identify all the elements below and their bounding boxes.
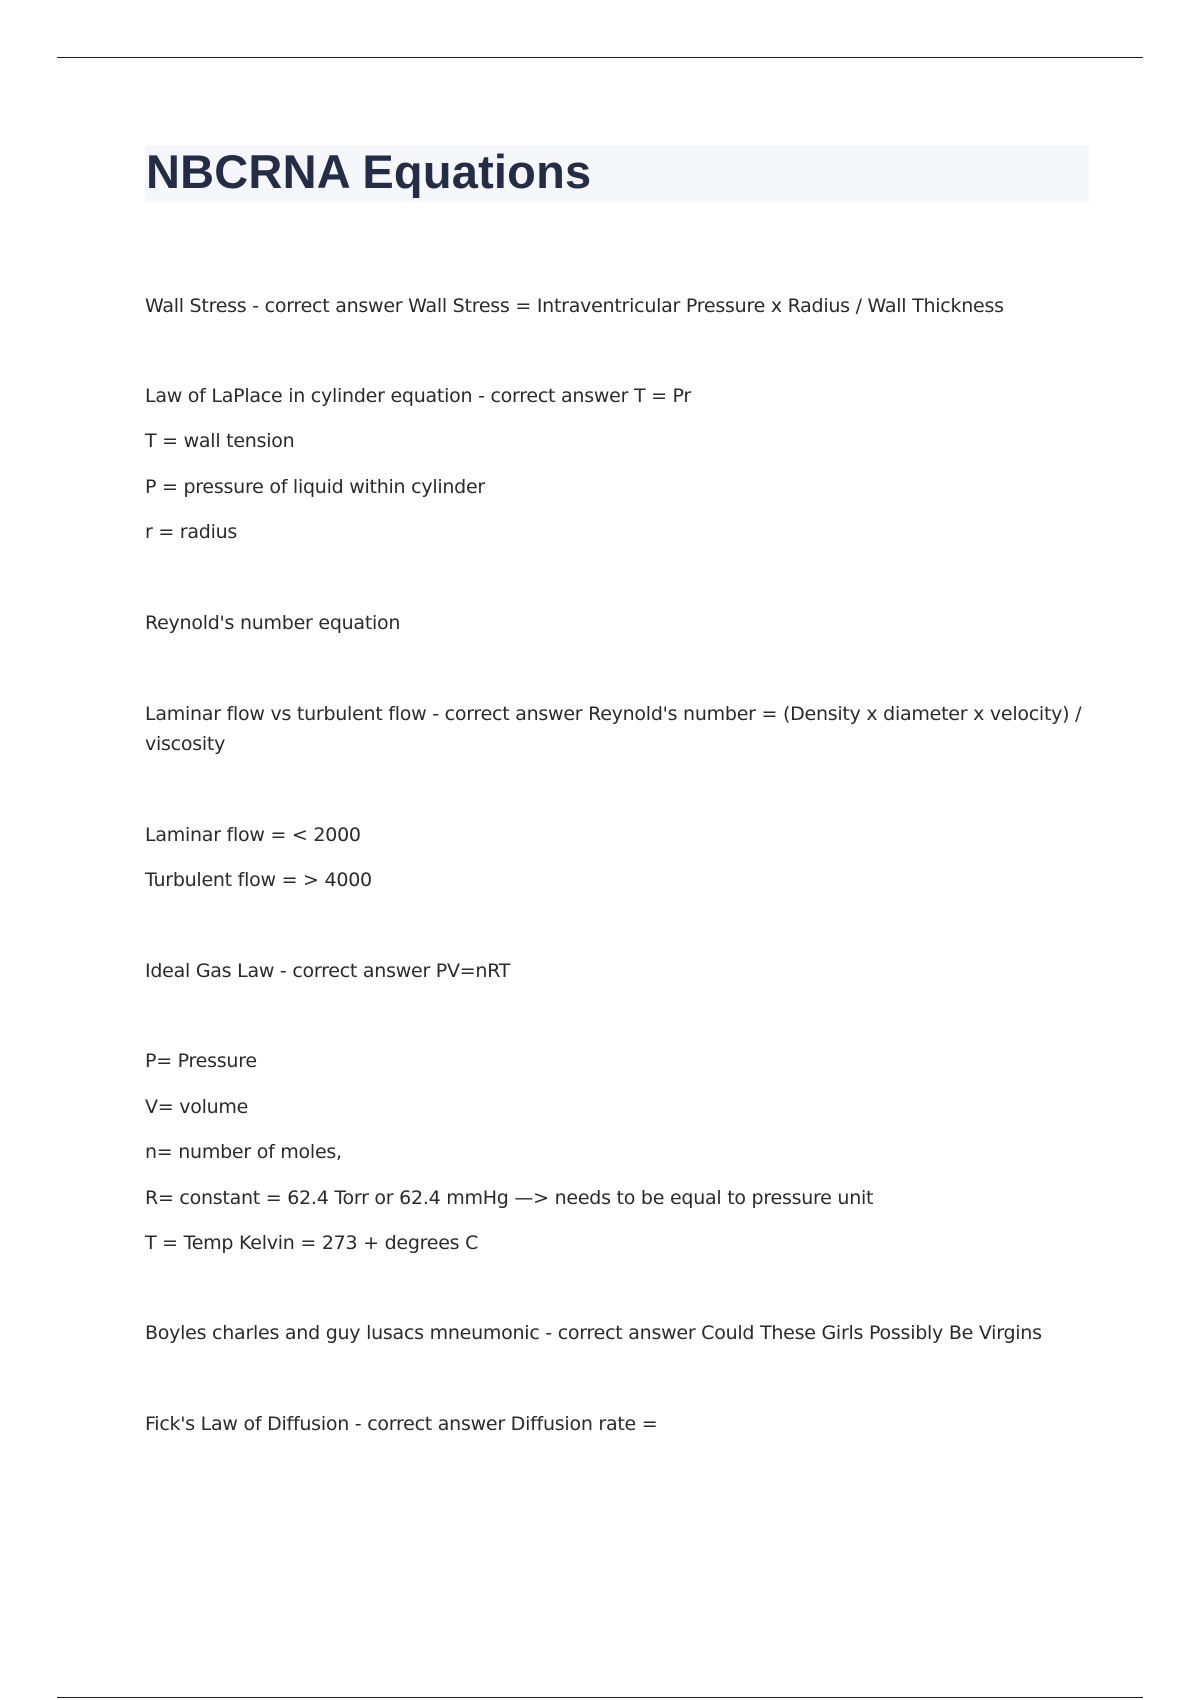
reynolds-heading: Reynold's number equation bbox=[145, 612, 401, 634]
wall-stress-line: Wall Stress - correct answer Wall Stress = Intraventricular Pressure x Radius / Wall Thickness bbox=[145, 295, 1004, 317]
laminar-flow-value: Laminar flow = < 2000 bbox=[145, 824, 361, 846]
turbulent-flow-value: Turbulent flow = > 4000 bbox=[145, 869, 372, 891]
top-rule bbox=[57, 57, 1143, 58]
laplace-r-definition: r = radius bbox=[145, 521, 238, 543]
page-title: NBCRNA Equations bbox=[146, 145, 592, 198]
laplace-line: Law of LaPlace in cylinder equation - correct answer T = Pr bbox=[145, 385, 691, 407]
gas-n-definition: n= number of moles, bbox=[145, 1141, 342, 1163]
ficks-law-line: Fick's Law of Diffusion - correct answer Diffusion rate = bbox=[145, 1413, 658, 1435]
ideal-gas-law-line: Ideal Gas Law - correct answer PV=nRT bbox=[145, 960, 511, 982]
bottom-rule bbox=[57, 1697, 1143, 1698]
gas-p-definition: P= Pressure bbox=[145, 1050, 257, 1072]
laplace-p-definition: P = pressure of liquid within cylinder bbox=[145, 476, 485, 498]
gas-r-definition: R= constant = 62.4 Torr or 62.4 mmHg —> needs to be equal to pressure unit bbox=[145, 1187, 874, 1209]
gas-t-definition: T = Temp Kelvin = 273 + degrees C bbox=[145, 1232, 479, 1254]
gas-laws-mnemonic-line: Boyles charles and guy lusacs mneumonic - correct answer Could These Girls Possibly Be Virgins bbox=[145, 1322, 1042, 1344]
laplace-t-definition: T = wall tension bbox=[145, 430, 295, 452]
laminar-vs-turbulent-line: Laminar flow vs turbulent flow - correct answer Reynold's number = (Density x diameter x velocity) / viscosity bbox=[145, 703, 1082, 755]
gas-v-definition: V= volume bbox=[145, 1096, 249, 1118]
